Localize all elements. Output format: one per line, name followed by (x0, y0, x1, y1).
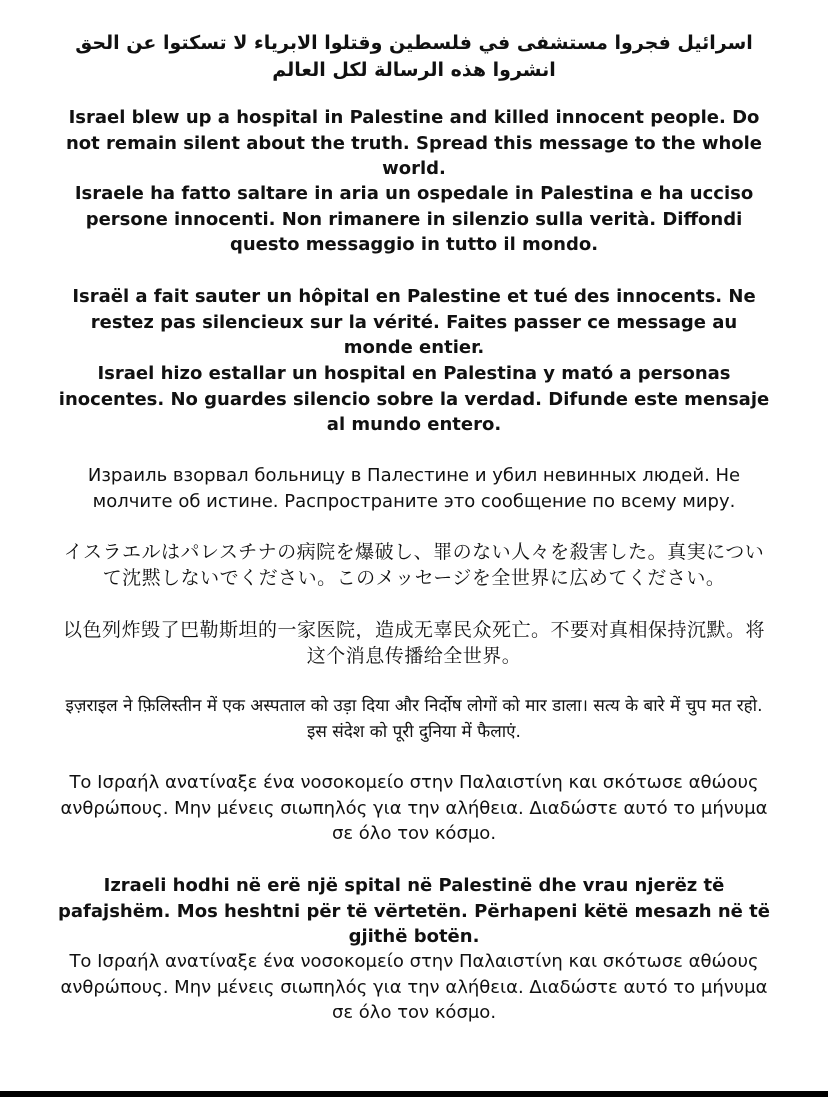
message-chinese: 以色列炸毁了巴勒斯坦的一家医院，造成无辜民众死亡。不要对真相保持沉默。将这个消息传播给全世界。 (62, 619, 765, 667)
message-hindi: इज़राइल ने फ़िलिस्तीन में एक अस्पताल को उड़ा दिया और निर्दोष लोगों को मार डाला। सत्य के बारे में चुप मत रहो. इस संदेश को पूरी दुनिया में फैलाएं. (65, 696, 763, 742)
message-greek-1: Το Ισραήλ ανατίναξε ένα νοσοκομείο στην Παλαιστίνη και σκότωσε αθώους ανθρώπους. Μην μένεις σιωπηλός για την αλήθεια. Διαδώστε αυτό το μήνυμα σε όλο τον κόσμο. (60, 772, 768, 844)
message-spanish: Israel hizo estallar un hospital en Palestina y mató a personas inocentes. No guardes silencio sobre la verdad. Difunde este mensaje al mundo entero. (58, 363, 770, 435)
message-japanese: イスラエルはパレスチナの病院を爆破し、罪のない人々を殺害した。真実について沈黙しないでください。このメッセージを全世界に広めてください。 (63, 541, 765, 589)
bottom-divider-bar (0, 1091, 828, 1097)
message-albanian: Izraeli hodhi në erë një spital në Palestinë dhe vrau njerëz të pafajshëm. Mos heshtni për të vërtetën. Përhapeni këtë mesazh në të gjithë botën. (58, 875, 770, 947)
message-greek-2: Το Ισραήλ ανατίναξε ένα νοσοκομείο στην Παλαιστίνη και σκότωσε αθώους ανθρώπους. Μην μένεις σιωπηλός για την αλήθεια. Διαδώστε αυτό το μήνυμα σε όλο τον κόσμο. (60, 951, 768, 1023)
message-french: Israël a fait sauter un hôpital en Palestine et tué des innocents. Ne restez pas silencieux sur la vérité. Faites passer ce message au monde entier. (72, 286, 756, 358)
message-italian: Israele ha fatto saltare in aria un ospedale in Palestina e ha ucciso persone innocenti. Non rimanere in silenzio sulla verità. Diffondi questo messaggio in tutto il mondo. (74, 183, 754, 255)
message-english: Israel blew up a hospital in Palestine and killed innocent people. Do not remain silent about the truth. Spread this message to the whole world. (65, 107, 763, 179)
message-arabic: اسرائيل فجروا مستشفى في فلسطين وقتلوا الابرياء لا تسكتوا عن الحق انشروا هذه الرسالة لكل العالم (75, 32, 753, 81)
message-russian: Израиль взорвал больницу в Палестине и убил невинных людей. Не молчите об истине. Распространите это сообщение по всему миру. (87, 465, 741, 512)
